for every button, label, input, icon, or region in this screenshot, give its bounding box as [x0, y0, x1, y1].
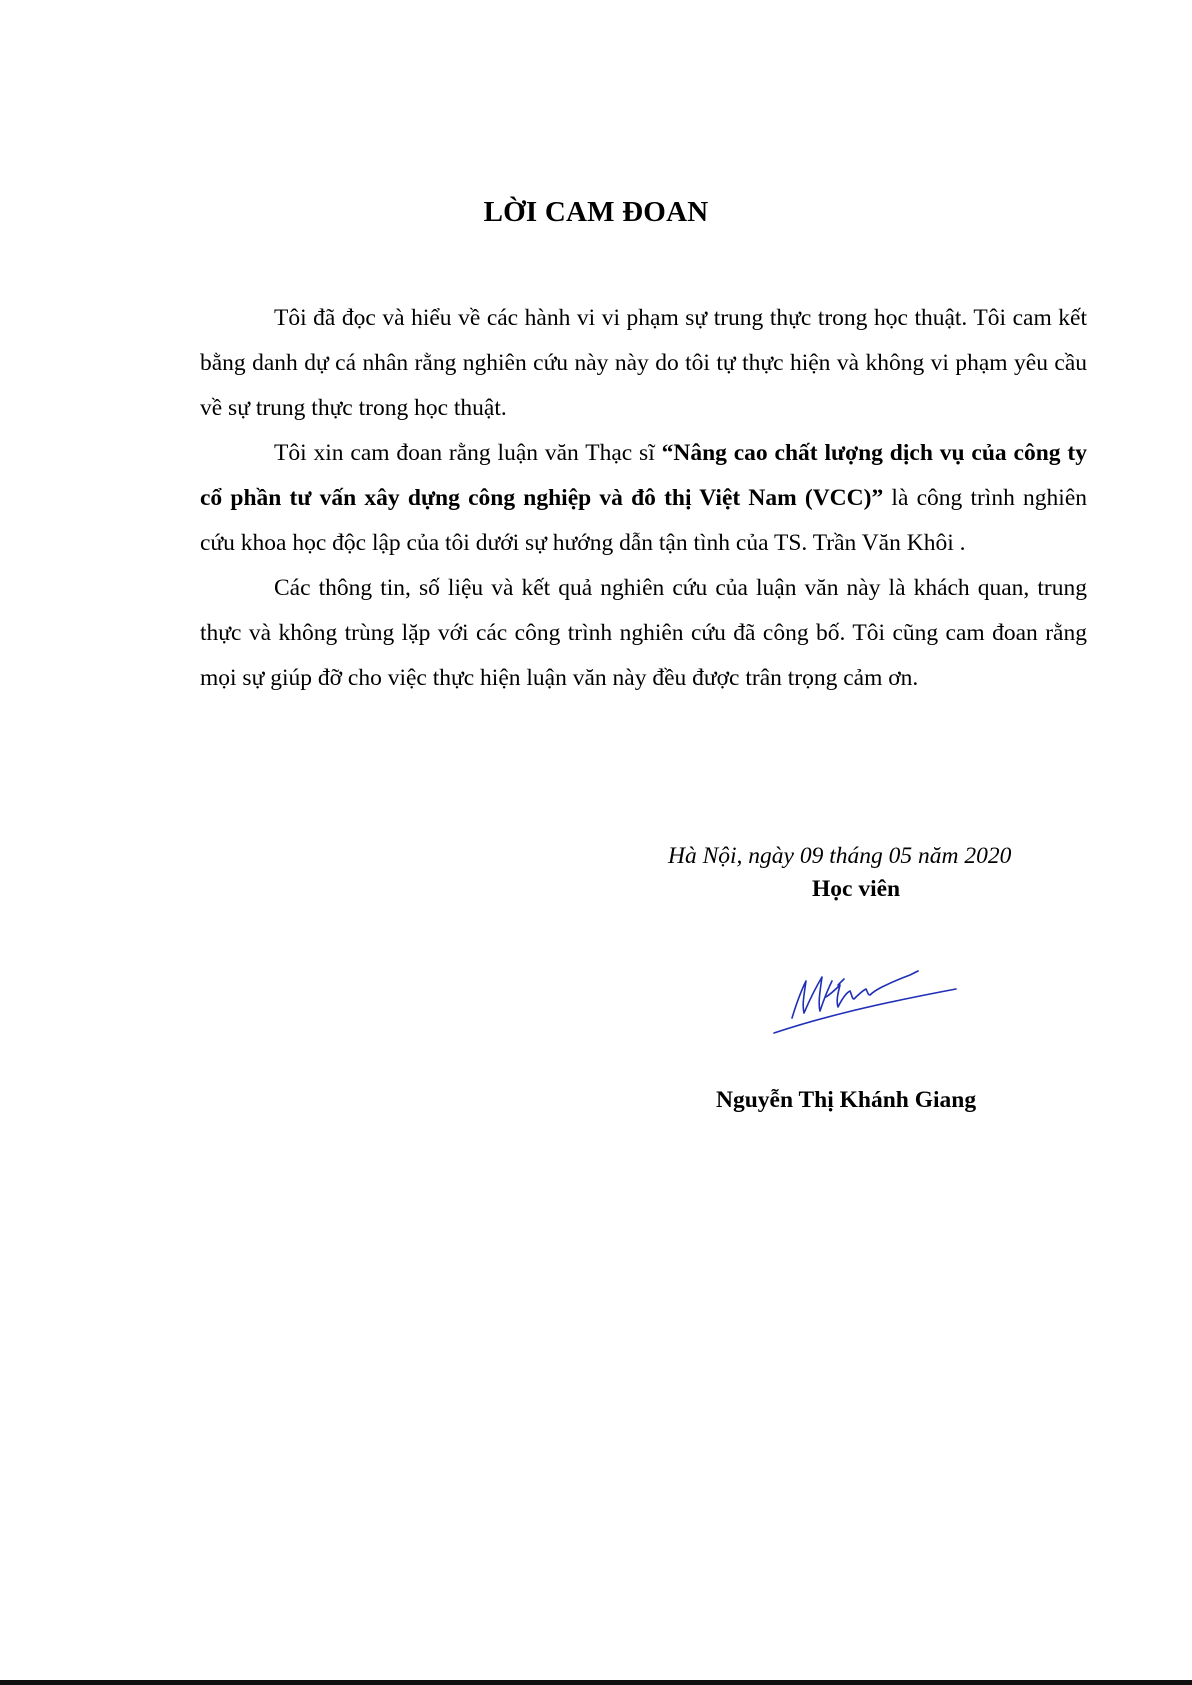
thesis-title: “Nâng cao chất lượng dịch vụ của công ty cổ phần tư vấn xây dựng công nghiệp và đô thị Việt Nam (VCC)”: [200, 440, 1087, 511]
paragraph-3: Các thông tin, số liệu và kết quả nghiên cứu của luận văn này là khách quan, trung thực và không trùng lặp với các công trình nghiên cứu đã công bố. Tôi cũng cam đoan rằng mọi sự giúp đỡ cho việc thực hiện luận văn này đều được trân trọng cảm ơn.: [200, 575, 1087, 691]
document-title: LỜI CAM ĐOAN: [483, 196, 709, 228]
document-body: [200, 296, 1087, 701]
paragraph-1: Tôi đã đọc và hiểu về các hành vi vi phạm sự trung thực trong học thuật. Tôi cam kết bằng danh dự cá nhân rằng nghiên cứu này này do tôi tự thực hiện và không vi phạm yêu cầu về sự trung thực trong học thuật.: [200, 305, 1087, 421]
place-date: Hà Nội, ngày 09 tháng 05 năm 2020: [668, 843, 1012, 869]
paragraph-2-intro: Tôi xin cam đoan rằng luận văn Thạc sĩ: [274, 440, 662, 466]
signer-role: Học viên: [812, 876, 901, 902]
paragraph-2-rest: là công trình nghiên cứu khoa học độc lập của tôi dưới sự hướng dẫn tận tình của TS. Trần Văn Khôi .: [200, 485, 1087, 556]
handwritten-signature: [770, 955, 960, 1035]
signer-name: Nguyễn Thị Khánh Giang: [716, 1087, 977, 1113]
paragraph-2: [200, 431, 1087, 566]
page-bottom-border: [0, 1680, 1192, 1685]
